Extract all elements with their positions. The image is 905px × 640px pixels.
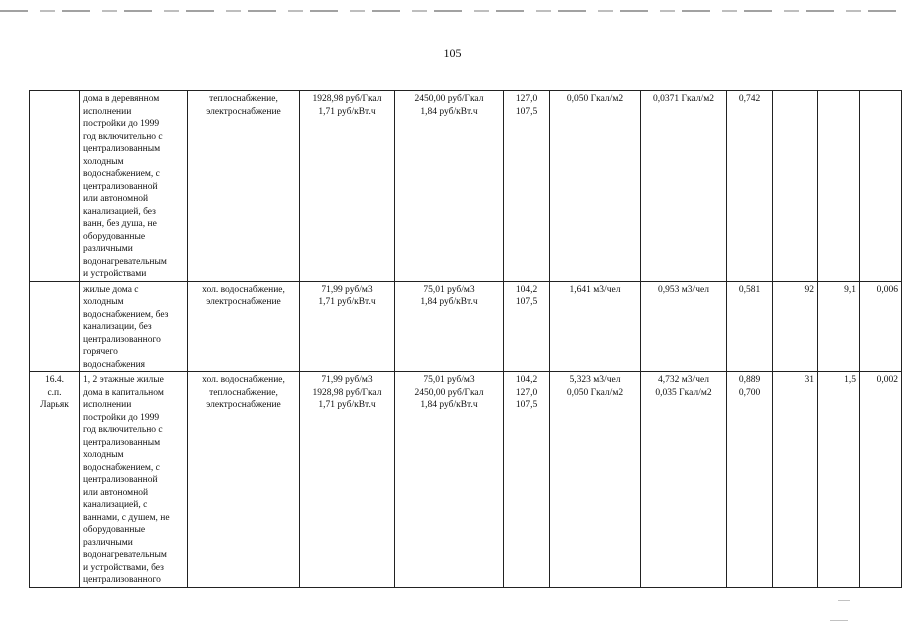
- cell-line: 1,641 м3/чел: [569, 284, 621, 295]
- coefficient-cell: [727, 91, 773, 282]
- cell-line: 0,050 Гкал/м2: [566, 94, 624, 104]
- cell-line: исполнении: [83, 400, 132, 410]
- cell-line: 0,050 Гкал/м2: [566, 387, 624, 398]
- services-cell: [188, 372, 300, 588]
- cell-line: или автономной: [83, 487, 149, 498]
- cell-line: дома в капитальном: [83, 387, 164, 398]
- cell-line: ваннами, с душем, не: [83, 512, 170, 523]
- cell-line: жилые дома с: [83, 284, 139, 295]
- cell-line: 1,71 руб/кВт.ч: [318, 106, 376, 117]
- cell-line: централизованным: [83, 144, 161, 154]
- table-row: [30, 91, 902, 282]
- cell-line: 0,700: [738, 387, 761, 398]
- cell-line: и устройствами: [83, 269, 147, 279]
- cell-line: 127,0: [515, 387, 538, 398]
- cell-line: холодным: [83, 297, 124, 307]
- services-cell: [188, 281, 300, 372]
- value-10-cell: [818, 91, 860, 282]
- norm-a-cell: [550, 372, 641, 588]
- tariff-current-cell: [300, 91, 395, 282]
- cell-line: 104,2: [515, 375, 538, 385]
- percent-cell: [504, 281, 550, 372]
- cell-line: электроснабжение: [206, 400, 281, 410]
- cell-line: дома в деревянном: [83, 94, 160, 104]
- cell-line: теплоснабжение,: [209, 94, 278, 104]
- cell-line: постройки до 1999: [83, 412, 160, 423]
- cell-line: 4,732 м3/чел: [658, 375, 709, 385]
- cell-line: 127,0: [515, 94, 538, 104]
- percent-cell: [504, 372, 550, 588]
- cell-line: канализацией, с: [83, 500, 148, 510]
- percent-cell: [504, 91, 550, 282]
- cell-value: 31: [804, 375, 814, 385]
- cell-line: различными: [83, 537, 133, 548]
- cell-line: водонагревательным: [83, 256, 167, 267]
- tariff-current-cell: [300, 372, 395, 588]
- table-row: [30, 372, 902, 588]
- cell-line: 107,5: [515, 400, 538, 410]
- cell-line: теплоснабжение,: [209, 387, 278, 398]
- cell-line: водоснабжением, с: [83, 169, 160, 179]
- tariff-new-cell: [395, 372, 504, 588]
- scan-speck: [838, 600, 850, 601]
- cell-line: 75,01 руб/м3: [423, 375, 475, 385]
- table-row: [30, 281, 902, 372]
- cell-line: и устройствами, без: [83, 562, 164, 573]
- cell-line: 107,5: [515, 106, 538, 117]
- cell-line: 2450,00 руб/Гкал: [414, 387, 484, 398]
- cell-line: 1,84 руб/кВт.ч: [420, 106, 478, 117]
- cell-line: Ларьяк: [40, 400, 69, 410]
- scan-speck: [830, 620, 848, 621]
- cell-line: водоснабжением, без: [83, 309, 169, 320]
- cell-line: или автономной: [83, 194, 149, 204]
- cell-line: 0,953 м3/чел: [658, 284, 709, 295]
- cell-line: водонагревательным: [83, 550, 167, 560]
- value-10-cell: [818, 372, 860, 588]
- cell-value: 92: [804, 284, 814, 295]
- cell-value: 0,002: [876, 375, 898, 385]
- cell-line: водоснабжения: [83, 359, 146, 370]
- cell-line: 1,84 руб/кВт.ч: [420, 297, 478, 307]
- cell-line: централизованной: [83, 181, 158, 192]
- coefficient-cell: [727, 281, 773, 372]
- cell-line: хол. водоснабжение,: [202, 284, 285, 295]
- cell-line: 0,889: [738, 375, 761, 385]
- cell-line: канализацией, без: [83, 206, 156, 217]
- value-9-cell: [773, 281, 818, 372]
- cell-line: электроснабжение: [206, 106, 281, 117]
- tariff-table: [29, 90, 902, 588]
- services-cell: [188, 91, 300, 282]
- tariff-new-cell: [395, 281, 504, 372]
- housing-description-cell: [80, 281, 188, 372]
- cell-line: 1,71 руб/кВт.ч: [318, 297, 376, 307]
- cell-line: централизованной: [83, 475, 158, 485]
- value-9-cell: [773, 91, 818, 282]
- cell-line: оборудованные: [83, 231, 146, 242]
- page-number: 105: [443, 46, 462, 60]
- cell-line: холодным: [83, 156, 124, 167]
- cell-line: оборудованные: [83, 525, 146, 535]
- cell-value: 0,006: [876, 284, 898, 295]
- cell-line: постройки до 1999: [83, 119, 160, 129]
- cell-line: 0,742: [738, 94, 761, 104]
- value-10-cell: [818, 281, 860, 372]
- norm-b-cell: [641, 281, 727, 372]
- cell-line: год включительно с: [83, 425, 163, 435]
- norm-a-cell: [550, 91, 641, 282]
- cell-value: 9,1: [844, 284, 856, 295]
- cell-line: 1928,98 руб/Гкал: [312, 387, 382, 398]
- cell-line: 1,71 руб/кВт.ч: [318, 400, 376, 410]
- cell-line: 0,581: [738, 284, 761, 295]
- norm-b-cell: [641, 372, 727, 588]
- cell-line: канализации, без: [83, 322, 152, 332]
- tariff-new-cell: [395, 91, 504, 282]
- scan-artifact-line: [0, 10, 905, 12]
- value-11-cell: [860, 372, 902, 588]
- cell-line: хол. водоснабжение,: [202, 375, 285, 385]
- cell-value: 1,5: [844, 375, 856, 385]
- cell-line: 1928,98 руб/Гкал: [312, 94, 382, 104]
- settlement-cell: [30, 372, 80, 588]
- value-11-cell: [860, 91, 902, 282]
- settlement-cell: [30, 281, 80, 372]
- cell-line: 0,0371 Гкал/м2: [653, 94, 714, 104]
- cell-line: 75,01 руб/м3: [423, 284, 475, 295]
- cell-line: 71,99 руб/м3: [321, 284, 373, 295]
- cell-line: 2450,00 руб/Гкал: [414, 94, 484, 104]
- cell-line: 1,84 руб/кВт.ч: [420, 400, 478, 410]
- housing-description-cell: [80, 91, 188, 282]
- norm-b-cell: [641, 91, 727, 282]
- cell-line: электроснабжение: [206, 297, 281, 307]
- cell-line: 5,323 м3/чел: [569, 375, 621, 385]
- settlement-cell: [30, 91, 80, 282]
- tariff-current-cell: [300, 281, 395, 372]
- cell-line: холодным: [83, 450, 124, 460]
- cell-line: различными: [83, 244, 133, 254]
- cell-line: централизованным: [83, 437, 161, 448]
- cell-line: централизованного: [83, 334, 161, 345]
- cell-line: водоснабжением, с: [83, 462, 160, 473]
- cell-line: 71,99 руб/м3: [321, 375, 373, 385]
- cell-line: 107,5: [515, 297, 538, 307]
- value-9-cell: [773, 372, 818, 588]
- cell-line: 0,035 Гкал/м2: [655, 387, 712, 398]
- cell-line: 104,2: [515, 284, 538, 295]
- cell-line: централизованного: [83, 575, 161, 585]
- cell-line: исполнении: [83, 106, 132, 117]
- cell-line: с.п.: [47, 387, 62, 398]
- cell-line: горячего: [83, 347, 118, 357]
- value-11-cell: [860, 281, 902, 372]
- cell-line: 1, 2 этажные жилые: [83, 375, 164, 385]
- housing-description-cell: [80, 372, 188, 588]
- cell-line: ванн, без душа, не: [83, 219, 157, 229]
- coefficient-cell: [727, 372, 773, 588]
- norm-a-cell: [550, 281, 641, 372]
- cell-line: 16.4.: [45, 375, 64, 385]
- cell-line: год включительно с: [83, 131, 163, 142]
